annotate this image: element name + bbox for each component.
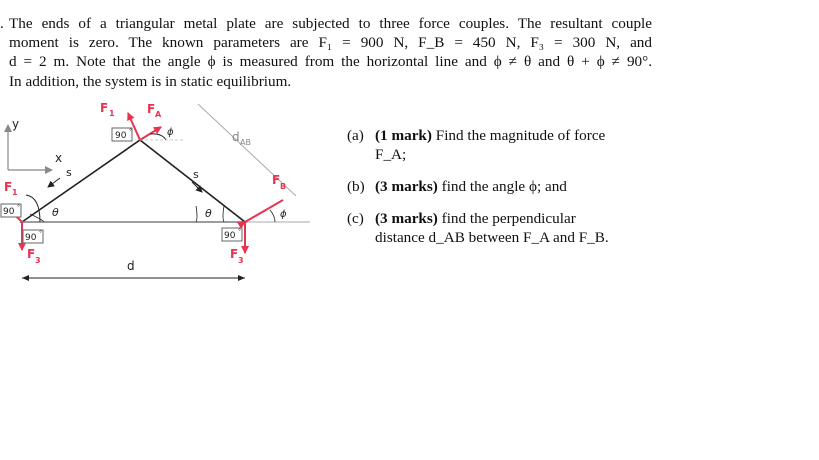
theta-left-label: θ <box>52 206 59 219</box>
s-left-label: s <box>66 166 72 179</box>
part-b-label: (b) <box>347 178 365 195</box>
s-left-arrow <box>48 178 60 187</box>
FA-force-arrow <box>140 127 161 140</box>
theta-mid-label: θ <box>205 207 212 220</box>
problem-line-2: moment is zero. The known parameters are F₁ = 900 N, F_B = 450 N, F₃ = 300 N, and <box>9 34 652 52</box>
part-c-text: find the perpendicular distance d_AB between F_A and F_B. <box>375 210 609 246</box>
problem-statement <box>0 14 652 91</box>
x-axis-label: x <box>55 151 63 165</box>
F3-left-subscript: 3 <box>35 256 41 265</box>
problem-line-1: The ends of a triangular metal plate are subjected to three force couples. The resultant couple <box>9 15 652 32</box>
part-c-marks: (3 marks) <box>375 210 438 227</box>
question-parts <box>347 126 622 260</box>
F1-top-label: F <box>100 101 109 115</box>
F3-right-label: F <box>230 247 239 261</box>
part-a-marks: (1 mark) <box>375 127 432 144</box>
phi-top-label: ϕ <box>167 127 174 138</box>
d-label: d <box>127 259 135 273</box>
part-a-label: (a) <box>347 127 364 144</box>
part-b <box>347 177 622 196</box>
part-a <box>347 126 622 164</box>
coordinate-axes <box>8 117 62 170</box>
problem-line-4: In addition, the system is in static equilibrium. <box>9 72 292 90</box>
part-b-marks: (3 marks) <box>375 178 438 195</box>
FA-subscript: A <box>155 110 162 119</box>
problem-line-3: d = 2 m. Note that the angle ϕ is measured from the horizontal line and ϕ ≠ θ and θ + ϕ ≠ 90°. <box>9 53 652 71</box>
part-c-label: (c) <box>347 210 364 227</box>
F3-right-subscript: 3 <box>238 256 244 265</box>
bullet-mark: . <box>0 15 4 32</box>
dAB-label: d <box>232 130 240 144</box>
part-b-text: find the angle ϕ; and <box>441 178 567 195</box>
part-a-text: Find the magnitude of force F_A; <box>375 127 606 163</box>
dAB-subscript: AB <box>240 138 251 147</box>
FA-label: F <box>147 102 156 116</box>
F1-left-label: F <box>4 180 13 194</box>
F1-top-subscript: 1 <box>109 109 115 118</box>
FB-subscript: B <box>280 182 287 191</box>
svg-text:°: ° <box>17 204 20 211</box>
angle-bottom-right-label: 90 <box>224 231 236 241</box>
F3-left-label: F <box>27 247 36 261</box>
angle-bottom-left-label: 90 <box>25 233 37 243</box>
angle-top-label: 90 <box>115 131 127 141</box>
part-c <box>347 209 622 247</box>
F1-left-subscript: 1 <box>12 188 18 197</box>
y-axis-label: y <box>12 117 20 131</box>
angle-left-label: 90 <box>3 207 15 217</box>
svg-text:°: ° <box>129 128 132 135</box>
svg-text:°: ° <box>238 228 241 235</box>
FB-label: F <box>272 173 281 187</box>
svg-text:°: ° <box>39 230 42 237</box>
FB-force-arrow <box>245 200 283 222</box>
s-right-label: s <box>193 168 199 181</box>
triangular-plate-figure <box>0 98 330 288</box>
phi-right-label: ϕ <box>280 209 287 220</box>
